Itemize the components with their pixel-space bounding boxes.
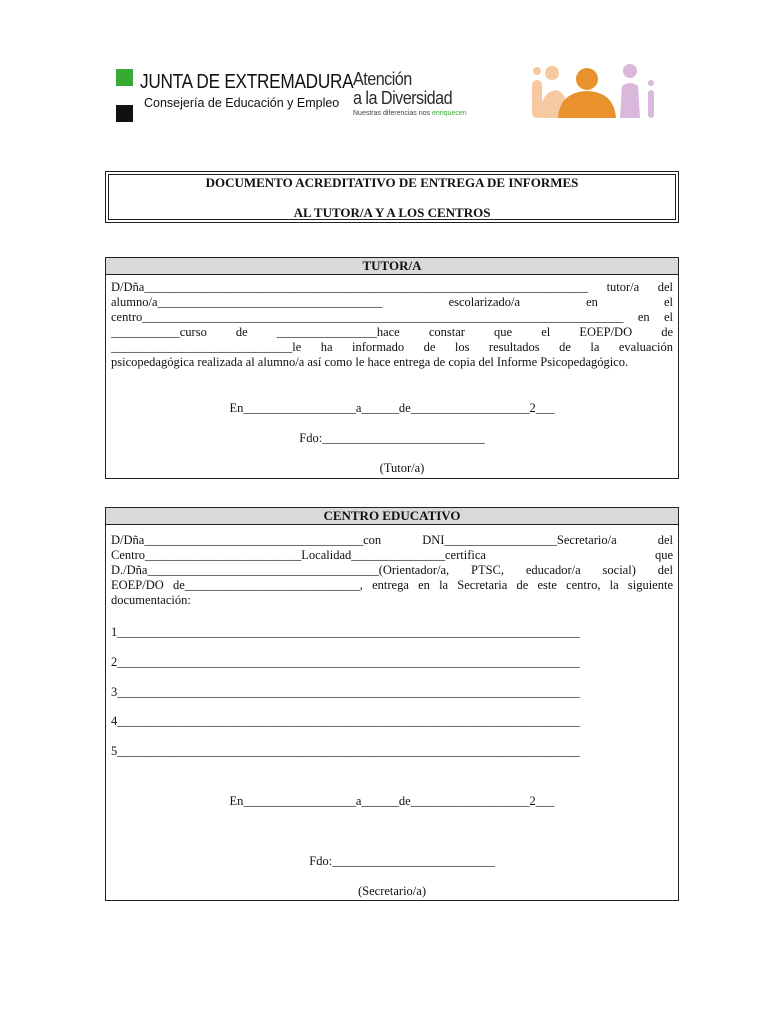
tutor-line-5: _____________________________le ha informado de los resultados de la evaluación: [111, 340, 673, 354]
document-title-box: [105, 171, 679, 223]
green-square-icon: [116, 69, 133, 86]
document-title-inner: [108, 174, 676, 220]
tutor-curso-field[interactable]: ___________curso: [111, 325, 207, 339]
junta-extremadura-logo: [116, 69, 354, 123]
centro-line-2: Centro_________________________Localidad_______________certifica que: [111, 548, 673, 562]
tutor-section: [105, 257, 679, 479]
tutor-paragraph-end: psicopedagógica realizada al alumno/a así como le hace entrega de copia del Informe Psicopedagógico.: [111, 355, 629, 369]
document-item-5[interactable]: 5__________________________________________________________________________: [111, 744, 580, 758]
centro-section: [105, 507, 679, 901]
tutor-centro-field[interactable]: centro_____________________________________________________________________________: [111, 310, 624, 324]
junta-title: JUNTA DE EXTREMADURA: [140, 71, 354, 93]
junta-subtitle: Consejería de Educación y Empleo: [144, 96, 340, 110]
centro-orientador-field[interactable]: D./Dña_____________________________________(Orientador/a,: [111, 563, 450, 577]
tutor-eoep-field[interactable]: _____________________________le: [111, 340, 302, 354]
centro-paragraph-end: EOEP/DO de____________________________, entrega en la Secretaria de este centro, la siguiente documentación:: [111, 578, 673, 607]
tutor-line-4: ___________curso de ________________hace constar que el EOEP/DO de: [111, 325, 673, 339]
tutor-de-field[interactable]: ________________hace: [276, 325, 400, 339]
tutor-line-1: D/Dña_______________________________________________________________________ tutor/a del: [111, 280, 673, 294]
document-item-2[interactable]: 2__________________________________________________________________________: [111, 655, 580, 669]
tutor-section-heading: TUTOR/A: [106, 258, 678, 275]
tutor-signature-line[interactable]: Fdo:__________________________: [299, 431, 485, 445]
tutor-alumno-field[interactable]: alumno/a____________________________________: [111, 295, 383, 309]
tutor-dna-field[interactable]: D/Dña_______________________________________________________________________: [111, 280, 589, 294]
document-item-3[interactable]: 3__________________________________________________________________________: [111, 685, 580, 699]
people-logo-icon: [530, 64, 658, 120]
tutor-line-3: centro_____________________________________________________________________________ en el: [111, 310, 673, 324]
centro-dna-field[interactable]: D/Dña___________________________________con: [111, 533, 382, 547]
document-title-line2: AL TUTOR/A Y A LOS CENTROS: [293, 205, 491, 220]
centro-line-3: D./Dña_____________________________________(Orientador/a, PTSC, educador/a social) del: [111, 563, 673, 577]
document-item-4[interactable]: 4__________________________________________________________________________: [111, 714, 580, 728]
tutor-line-2: alumno/a____________________________________ escolarizado/a en el: [111, 295, 673, 309]
tutor-signature-role: (Tutor/a): [379, 461, 425, 475]
tagline-part1: Nuestras diferencias nos: [353, 110, 432, 117]
centro-dni-field[interactable]: DNI__________________Secretario/a: [422, 533, 617, 547]
black-square-icon: [116, 105, 133, 122]
document-item-1[interactable]: 1__________________________________________________________________________: [111, 625, 580, 639]
atencion-line2: a la Diversidad: [353, 88, 453, 108]
document-title-line1: DOCUMENTO ACREDITATIVO DE ENTREGA DE INFORMES: [205, 175, 579, 190]
atencion-tagline: [353, 110, 467, 117]
centro-signature-line[interactable]: Fdo:__________________________: [309, 854, 495, 868]
centro-date-line[interactable]: En__________________a______de___________________2___: [229, 794, 555, 808]
tutor-date-line[interactable]: En__________________a______de___________________2___: [229, 401, 555, 415]
atencion-line1: Atención: [353, 69, 412, 89]
centro-section-heading: CENTRO EDUCATIVO: [106, 508, 678, 525]
centro-signature-role: (Secretario/a): [357, 884, 426, 898]
centro-line-1: D/Dña___________________________________con DNI__________________Secretario/a del: [111, 533, 673, 547]
centro-centro-field[interactable]: Centro_________________________Localidad_______________certifica: [111, 548, 486, 562]
atencion-diversidad-logo: [353, 69, 483, 121]
tagline-part2: enriquecen: [431, 110, 467, 117]
